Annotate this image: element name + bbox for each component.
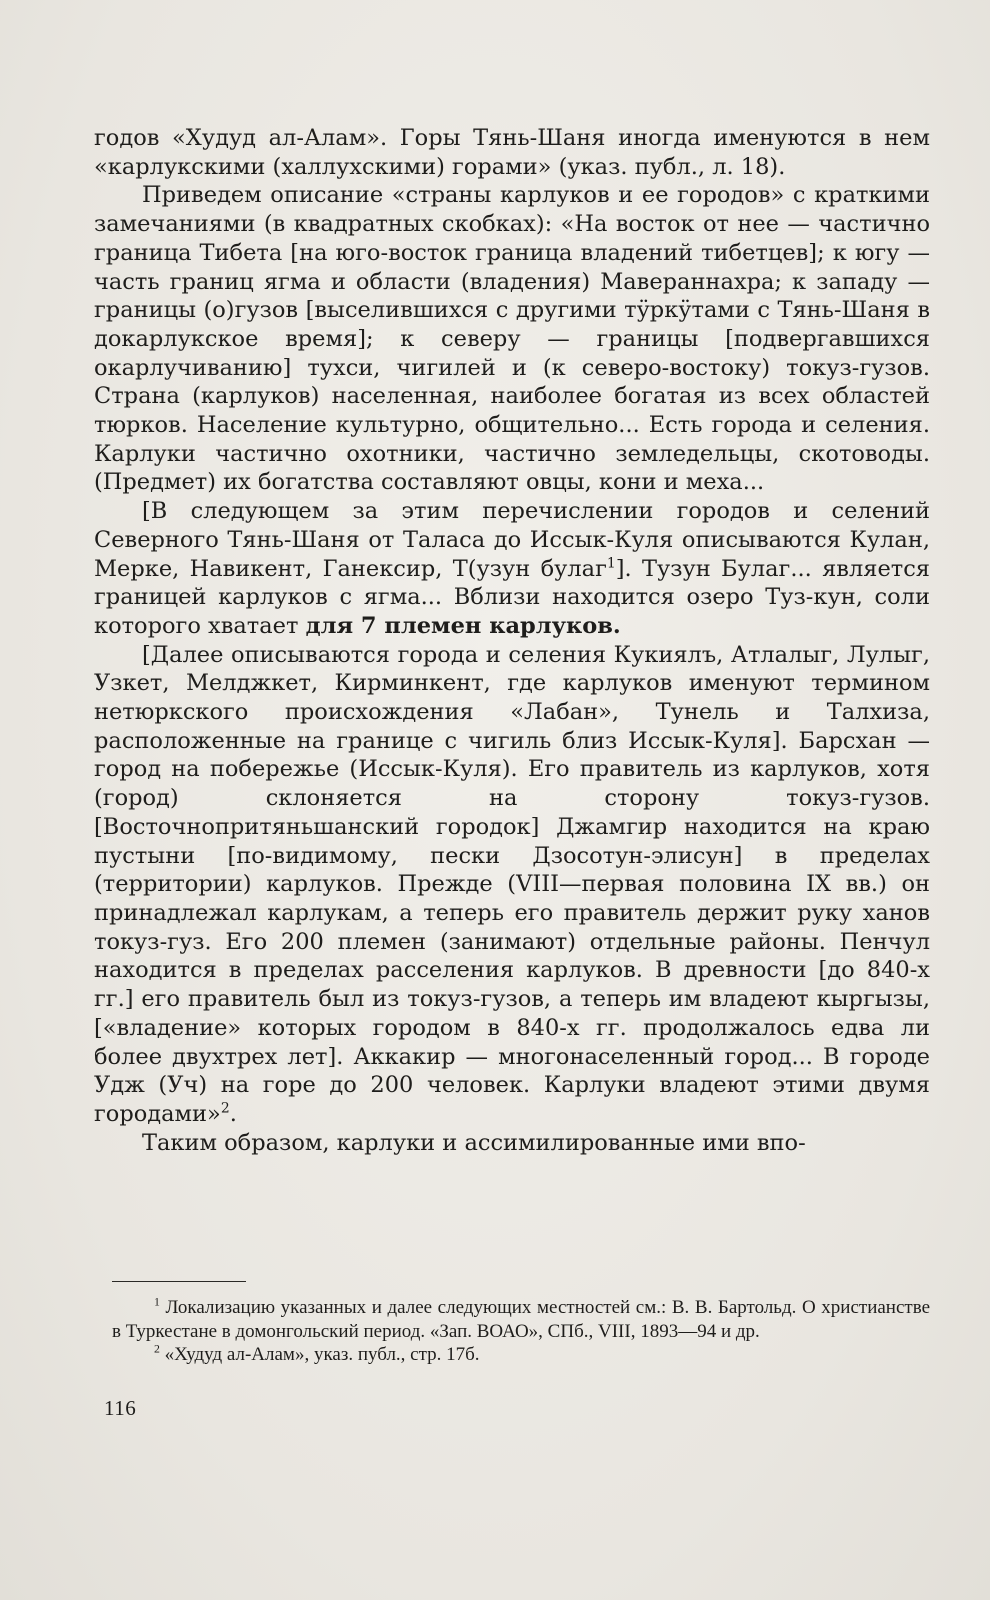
footnote-ref-1: 1 bbox=[606, 555, 616, 572]
footnote-2-mark: 2 bbox=[154, 1342, 160, 1356]
paragraph-3-bold: для 7 племен карлуков. bbox=[305, 612, 621, 639]
paragraph-4-text-before: [Далее описываются города и селения Кукиялъ, Атлалыг, Лулыг, Узкет, Мелджкет, Кирминкент, где карлуков именуют термином нетюркского происхождения «Лабан», Тунель и Талхиза, расположенные на границе с чигиль близ Иссык-Куля]. Барсхан — город на побережье (Иссык-Куля). Его правитель из карлуков, хотя (город) склоняется на сторону токуз-гузов. [Восточнопритяньшанский городок] Джамгир находится на краю пустыни [по-видимому, пески Дзосотун-элисун] в пределах (территории) карлуков. Прежде (VIII—первая половина IX вв.) он принадлежал карлукам, а теперь его правитель держит руку ханов токуз-гуз. Его 200 племен (занимают) отдельные районы. Пенчул находится в пределах расселения карлуков. В древности [до 840-х гг.] его правитель был из токуз-гузов, а теперь им владеют кыргызы, [«владение» которых городом в 840-х гг. продолжалось едва ли более двухтрех лет]. Аккакир — многонаселенный город... В городе Удж (Уч) на горе до 200 человек. Карлуки владеют этими двумя городами» bbox=[94, 641, 930, 1127]
paragraph-3-text-after: ]. Тузун Булаг... является границей карлуков с ягма... Вблизи находится озеро Туз-кун, соли которого хватает bbox=[94, 555, 931, 639]
footnote-1-text: Локализацию указанных и далее следующих местностей см.: В. В. Бартольд. О христианстве в Туркестане в домонгольский период. «Зап. ВОАО», СПб., VIII, 1893—94 и др. bbox=[112, 1297, 931, 1342]
footnote-2-text: «Худуд ал-Алам», указ. публ., стр. 17б. bbox=[164, 1344, 480, 1365]
footnote-1-mark: 1 bbox=[154, 1295, 160, 1309]
footnotes bbox=[112, 1296, 930, 1367]
page-number: 116 bbox=[104, 1396, 137, 1420]
paragraph-2-text: Приведем описание «страны карлуков и ее городов» с краткими замечаниями (в квадратных скобках): «На восток от нее — частично граница Тибета [на юго-восток граница владений тибетцев]; к югу — часть границ ягма и области (владения) Мавераннахра; к западу — границы (о)гузов [выселившихся с другими тӱркӱтами с Тянь-Шаня в докарлукское время]; к северу — границы [подвергавшихся окарлучиванию] тухси, чигилей и (к северо-востоку) токуз-гузов. Страна (карлуков) населенная, наиболее богатая из всех областей тюрков. Население культурно, общительно... Есть города и селения. Карлуки частично охотники, частично земледельцы, скотоводы. (Предмет) их богатства составляют овцы, кони и меха... bbox=[94, 182, 930, 496]
footnote-1 bbox=[112, 1296, 930, 1343]
paragraph-1-text: годов «Худуд ал-Алам». Горы Тянь-Шаня иногда именуются в нем «карлукскими (халлухскими) горами» (указ. публ., л. 18). bbox=[94, 125, 930, 180]
paragraph-4-text-after: . bbox=[229, 1100, 237, 1127]
paragraph-3 bbox=[94, 497, 930, 641]
paragraph-2 bbox=[94, 181, 930, 497]
paragraph-1 bbox=[94, 124, 930, 181]
main-text bbox=[94, 124, 930, 1157]
footnote-2 bbox=[112, 1343, 930, 1367]
footnote-divider bbox=[112, 1281, 246, 1282]
paragraph-4 bbox=[94, 641, 930, 1129]
footnote-ref-2: 2 bbox=[220, 1100, 230, 1117]
paragraph-5-text: Таким образом, карлуки и ассимилированные ими впо- bbox=[142, 1129, 806, 1156]
paragraph-3-text-before: [В следующем за этим перечислении городов и селений Северного Тянь-Шаня от Таласа до Иссык-Куля описываются Кулан, Мерке, Навикент, Ганексир, Т(узун булаг bbox=[94, 498, 930, 582]
paragraph-5 bbox=[94, 1129, 930, 1158]
